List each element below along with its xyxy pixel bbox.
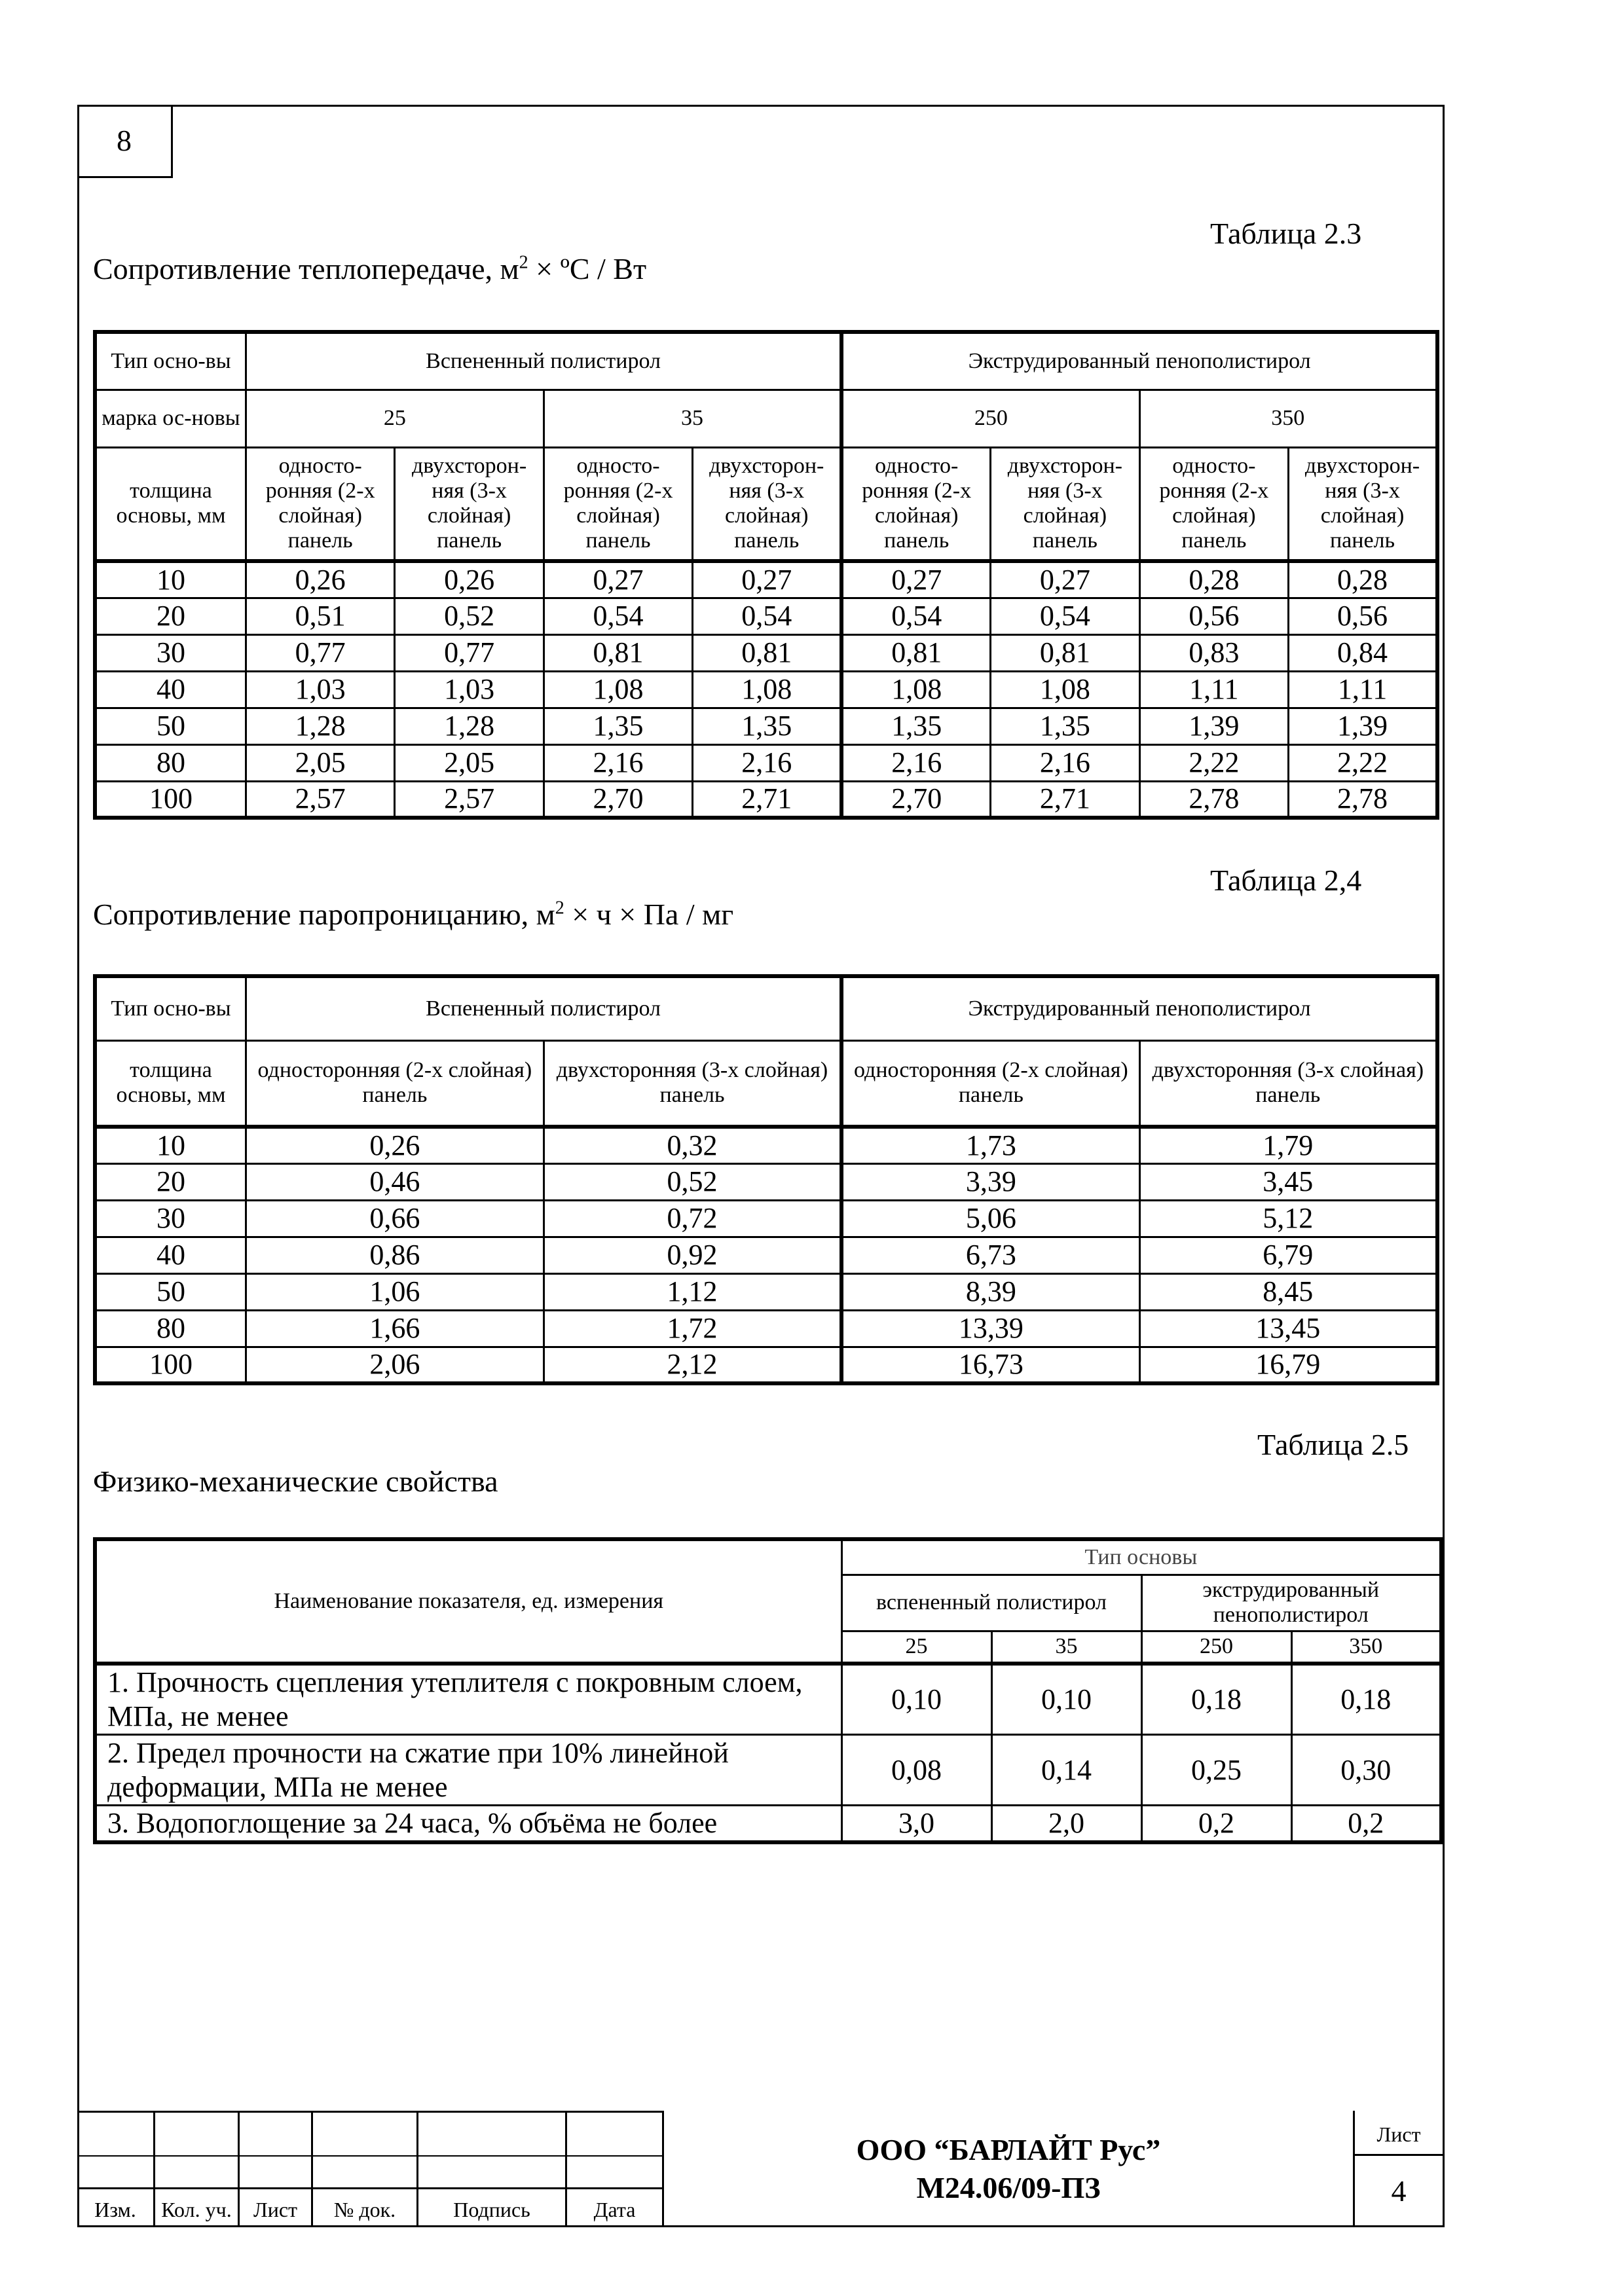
value-cell: 1,79 (1139, 1127, 1437, 1163)
property-name-cell: 3. Водопоглощение за 24 часа, % объёма не более (95, 1806, 841, 1843)
table-2-3-title: Сопротивление теплопередаче, $м^2$ × ºС / Вт (93, 252, 647, 285)
table-row (95, 1664, 1441, 1735)
tb-sheet-label: Лист (1376, 2122, 1421, 2146)
table-2-3-caption: Таблица 2.3 (1210, 217, 1362, 250)
t25-mark: 35 (991, 1631, 1141, 1664)
value-cell: 0,83 (1139, 634, 1288, 671)
value-cell: 0,77 (395, 634, 544, 671)
value-cell: 1,11 (1289, 671, 1437, 708)
t23-thickness-label: толщина основы, мм (95, 447, 246, 561)
thickness-cell: 40 (95, 671, 246, 708)
value-cell: 0,25 (1141, 1735, 1291, 1806)
t23-panel-two: двухсторон-няя (3-х слойная) панель (693, 447, 841, 561)
t23-mark: 35 (544, 390, 841, 447)
table-2-4-title: Сопротивление паропроницанию, $м^2 \times ч$ × Па / мг (93, 898, 734, 931)
value-cell: 2,70 (544, 781, 692, 818)
value-cell: 2,70 (841, 781, 990, 818)
table-row (95, 781, 1437, 818)
tb-label-signature: Подпись (453, 2197, 530, 2221)
t23-panel-two: двухсторон-няя (3-х слойная) панель (395, 447, 544, 561)
t24-thickness-label: толщина основы, мм (95, 1040, 246, 1127)
tb-row-line (77, 2155, 664, 2157)
t23-panel-two: двухсторон-няя (3-х слойная) панель (991, 447, 1139, 561)
t23-panel-one: односто-ронняя (2-х слойная) панель (246, 447, 394, 561)
t23-group-expanded: Вспененный полистирол (246, 332, 841, 390)
value-cell: 0,28 (1139, 561, 1288, 598)
value-cell: 0,81 (693, 634, 841, 671)
value-cell: 0,46 (246, 1163, 544, 1200)
value-cell: 2,06 (246, 1347, 544, 1383)
t24-panel-one: односторонняя (2-х слойная) панель (246, 1040, 544, 1127)
value-cell: 2,57 (395, 781, 544, 818)
value-cell: 2,57 (246, 781, 394, 818)
value-cell: 2,05 (246, 744, 394, 781)
thickness-cell: 20 (95, 598, 246, 634)
property-name-cell: 1. Прочность сцепления утеплителя с покровным слоем, МПа, не менее (95, 1664, 841, 1735)
value-cell: 0,32 (544, 1127, 841, 1163)
thickness-cell: 30 (95, 634, 246, 671)
value-cell: 0,30 (1291, 1735, 1441, 1806)
value-cell: 8,39 (841, 1273, 1139, 1310)
value-cell: 0,52 (544, 1163, 841, 1200)
thickness-cell: 80 (95, 1310, 246, 1347)
value-cell: 3,45 (1139, 1163, 1437, 1200)
t25-mark: 25 (841, 1631, 991, 1664)
value-cell: 16,79 (1139, 1347, 1437, 1383)
t23-mark: 25 (246, 390, 544, 447)
table-row (95, 744, 1437, 781)
value-cell: 8,45 (1139, 1273, 1437, 1310)
t24-group-extruded: Экструдированный пенополистирол (841, 976, 1437, 1040)
document-code: М24.06/09-ПЗ (916, 2171, 1101, 2204)
t23-panel-one: односто-ронняя (2-х слойная) панель (841, 447, 990, 561)
value-cell: 2,16 (693, 744, 841, 781)
value-cell: 0,26 (395, 561, 544, 598)
value-cell: 2,16 (991, 744, 1139, 781)
value-cell: 5,12 (1139, 1200, 1437, 1237)
table-row (95, 708, 1437, 744)
t23-mark-label: марка ос-новы (95, 390, 246, 447)
value-cell: 0,28 (1289, 561, 1437, 598)
value-cell: 0,18 (1291, 1664, 1441, 1735)
value-cell: 6,73 (841, 1237, 1139, 1273)
t25-base-type: Тип основы (841, 1539, 1441, 1575)
property-name-cell: 2. Предел прочности на сжатие при 10% линейной деформации, МПа не менее (95, 1735, 841, 1806)
tb-label-sheet: Лист (253, 2197, 297, 2221)
value-cell: 2,22 (1289, 744, 1437, 781)
value-cell: 1,28 (395, 708, 544, 744)
value-cell: 1,39 (1289, 708, 1437, 744)
t25-name-header: Наименование показателя, ед. измерения (95, 1539, 841, 1664)
value-cell: 0,54 (991, 598, 1139, 634)
value-cell: 13,45 (1139, 1310, 1437, 1347)
company-name: ООО “БАРЛАЙТ Рус” (856, 2133, 1161, 2166)
thickness-cell: 10 (95, 561, 246, 598)
value-cell: 1,73 (841, 1127, 1139, 1163)
t23-mark: 350 (1139, 390, 1437, 447)
tb-label-qty: Кол. уч. (161, 2197, 232, 2221)
t24-base-type-label: Тип осно-вы (95, 976, 246, 1040)
value-cell: 0,54 (693, 598, 841, 634)
t24-panel-one: односторонняя (2-х слойная) панель (841, 1040, 1139, 1127)
table-2-5-caption: Таблица 2.5 (1257, 1428, 1409, 1461)
table-row (95, 1347, 1437, 1383)
value-cell: 1,28 (246, 708, 394, 744)
value-cell: 0,77 (246, 634, 394, 671)
thickness-cell: 100 (95, 1347, 246, 1383)
t24-panel-two: двухсторонняя (3-х слойная) панель (544, 1040, 841, 1127)
value-cell: 0,72 (544, 1200, 841, 1237)
table-row (95, 1806, 1441, 1843)
table-row (95, 1273, 1437, 1310)
value-cell: 2,78 (1139, 781, 1288, 818)
page-number: 8 (77, 105, 173, 178)
table-2-5-title: Физико-механические свойства (93, 1465, 498, 1498)
table-row (95, 1310, 1437, 1347)
t23-panel-one: односто-ронняя (2-х слойная) панель (1139, 447, 1288, 561)
t25-mark: 250 (1141, 1631, 1291, 1664)
table-row (95, 1200, 1437, 1237)
table-row (95, 1163, 1437, 1200)
value-cell: 0,54 (841, 598, 990, 634)
value-cell: 2,78 (1289, 781, 1437, 818)
thickness-cell: 50 (95, 1273, 246, 1310)
table-2-3 (93, 330, 1439, 820)
value-cell: 1,08 (693, 671, 841, 708)
thickness-cell: 10 (95, 1127, 246, 1163)
value-cell: 1,66 (246, 1310, 544, 1347)
t23-panel-one: односто-ронняя (2-х слойная) панель (544, 447, 692, 561)
value-cell: 0,81 (991, 634, 1139, 671)
value-cell: 0,27 (841, 561, 990, 598)
value-cell: 6,79 (1139, 1237, 1437, 1273)
value-cell: 0,84 (1289, 634, 1437, 671)
value-cell: 0,51 (246, 598, 394, 634)
value-cell: 0,14 (991, 1735, 1141, 1806)
value-cell: 2,05 (395, 744, 544, 781)
thickness-cell: 50 (95, 708, 246, 744)
value-cell: 1,03 (395, 671, 544, 708)
thickness-cell: 40 (95, 1237, 246, 1273)
table-2-4-caption: Таблица 2,4 (1210, 864, 1362, 897)
value-cell: 3,0 (841, 1806, 991, 1843)
table-row (95, 598, 1437, 634)
value-cell: 0,66 (246, 1200, 544, 1237)
tb-center (664, 2111, 1353, 2227)
t25-group-expanded: вспененный полистирол (841, 1575, 1141, 1631)
value-cell: 0,10 (991, 1664, 1141, 1735)
t23-group-extruded: Экструдированный пенополистирол (841, 332, 1437, 390)
value-cell: 1,72 (544, 1310, 841, 1347)
value-cell: 2,71 (991, 781, 1139, 818)
value-cell: 1,35 (991, 708, 1139, 744)
t25-group-extruded: экструдированный пенополистирол (1141, 1575, 1441, 1631)
tb-row-line (77, 2187, 664, 2189)
value-cell: 0,56 (1289, 598, 1437, 634)
value-cell: 1,39 (1139, 708, 1288, 744)
t24-panel-two: двухсторонняя (3-х слойная) панель (1139, 1040, 1437, 1127)
table-2-4 (93, 974, 1439, 1385)
t25-mark: 350 (1291, 1631, 1441, 1664)
value-cell: 2,16 (544, 744, 692, 781)
value-cell: 0,86 (246, 1237, 544, 1273)
table-row (95, 561, 1437, 598)
tb-sheet-number: 4 (1391, 2174, 1407, 2208)
value-cell: 2,16 (841, 744, 990, 781)
value-cell: 1,08 (841, 671, 990, 708)
table-row (95, 634, 1437, 671)
thickness-cell: 20 (95, 1163, 246, 1200)
tb-label-change: Изм. (94, 2197, 136, 2221)
table-row (95, 1237, 1437, 1273)
value-cell: 13,39 (841, 1310, 1139, 1347)
value-cell: 1,35 (841, 708, 990, 744)
value-cell: 1,03 (246, 671, 394, 708)
tb-top-line (77, 2111, 664, 2113)
thickness-cell: 100 (95, 781, 246, 818)
value-cell: 0,27 (991, 561, 1139, 598)
value-cell: 1,06 (246, 1273, 544, 1310)
t24-group-expanded: Вспененный полистирол (246, 976, 841, 1040)
value-cell: 2,12 (544, 1347, 841, 1383)
value-cell: 1,35 (544, 708, 692, 744)
value-cell: 0,2 (1141, 1806, 1291, 1843)
table-2-5 (93, 1537, 1443, 1844)
value-cell: 0,56 (1139, 598, 1288, 634)
value-cell: 1,08 (544, 671, 692, 708)
value-cell: 0,26 (246, 1127, 544, 1163)
value-cell: 2,71 (693, 781, 841, 818)
value-cell: 0,81 (841, 634, 990, 671)
t23-mark: 250 (841, 390, 1139, 447)
value-cell: 0,10 (841, 1664, 991, 1735)
value-cell: 0,92 (544, 1237, 841, 1273)
thickness-cell: 80 (95, 744, 246, 781)
tb-label-doc: № док. (333, 2197, 396, 2221)
value-cell: 0,54 (544, 598, 692, 634)
table-row (95, 671, 1437, 708)
value-cell: 0,18 (1141, 1664, 1291, 1735)
thickness-cell: 30 (95, 1200, 246, 1237)
value-cell: 1,12 (544, 1273, 841, 1310)
value-cell: 5,06 (841, 1200, 1139, 1237)
value-cell: 1,11 (1139, 671, 1288, 708)
value-cell: 0,08 (841, 1735, 991, 1806)
value-cell: 1,35 (693, 708, 841, 744)
value-cell: 0,81 (544, 634, 692, 671)
value-cell: 0,27 (544, 561, 692, 598)
value-cell: 1,08 (991, 671, 1139, 708)
value-cell: 0,26 (246, 561, 394, 598)
value-cell: 0,27 (693, 561, 841, 598)
title-block (77, 2111, 1445, 2227)
tb-label-date: Дата (593, 2197, 636, 2221)
table-row (95, 1735, 1441, 1806)
value-cell: 2,22 (1139, 744, 1288, 781)
value-cell: 0,52 (395, 598, 544, 634)
value-cell: 0,2 (1291, 1806, 1441, 1843)
table-row (95, 1127, 1437, 1163)
value-cell: 2,0 (991, 1806, 1141, 1843)
t23-panel-two: двухсторон-няя (3-х слойная) панель (1289, 447, 1437, 561)
value-cell: 16,73 (841, 1347, 1139, 1383)
value-cell: 3,39 (841, 1163, 1139, 1200)
t23-base-type-label: Тип осно-вы (95, 332, 246, 390)
